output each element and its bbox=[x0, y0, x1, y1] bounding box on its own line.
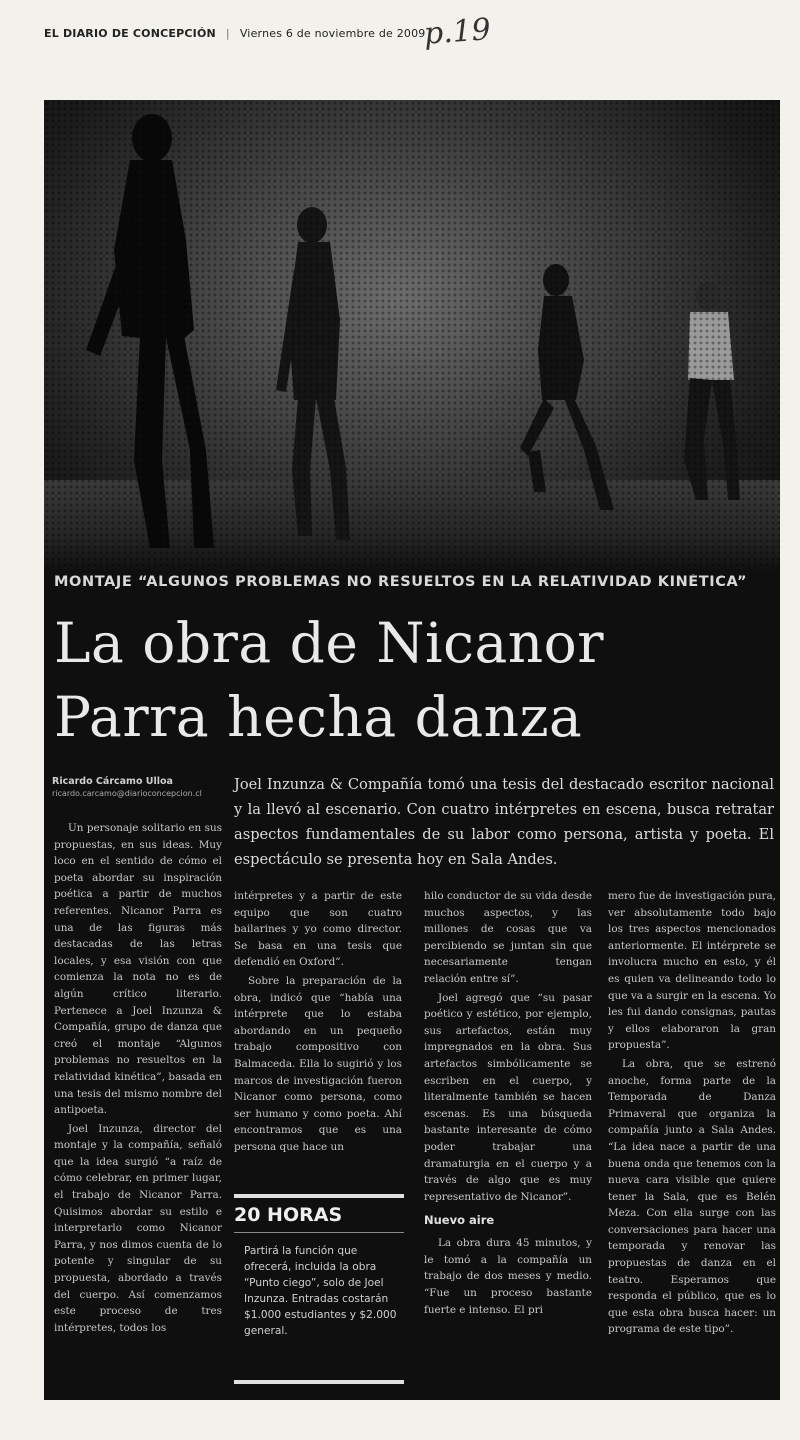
body-column-1 bbox=[54, 820, 222, 1380]
handwritten-page-note: p.19 bbox=[422, 12, 492, 52]
article-block bbox=[44, 100, 780, 1400]
article-lede: Joel Inzunza & Compañía tomó una tesis del destacado escritor nacional y la llevó al escenario. Con cuatro intérpretes en escena, busca retratar aspectos fundamentales de su labor como persona, artista y poeta. El espectáculo se presenta hoy en Sala Andes. bbox=[234, 776, 774, 868]
body-column-2 bbox=[234, 888, 402, 1188]
paragraph: hilo conductor de su vida desde muchos aspectos, y las millones de cosas que va percibiendo se juntan sin que necesariamente tengan relación entre sí”. bbox=[424, 890, 592, 985]
paragraph: La obra dura 45 minutos, y le tomó a la compañía un trabajo de dos meses y medio. “Fue un proceso bastante fuerte e intenso. El pri bbox=[424, 1237, 592, 1316]
masthead-separator: | bbox=[225, 26, 230, 40]
infobox-body: Partirá la función que ofrecerá, incluida la obra “Punto ciego”, solo de Joel Inzunza. Entradas costarán $1.000 estudiantes y $2.000 general. bbox=[244, 1245, 397, 1337]
infobox-title: 20 HORAS bbox=[234, 1198, 404, 1233]
paragraph: mero fue de investigación pura, ver absolutamente todo bajo los tres aspectos mencionados anteriormente. El intérprete se involucra mucho en esto, y él es quien va delineando todo lo que va a surgir en la escena. Yo les fui dando consignas, pautas y ellos elaboraron la gran propuesta”. bbox=[608, 890, 776, 1052]
paragraph: Joel Inzunza, director del montaje y la compañía, señaló que la idea surgió “a raíz de cómo celebrar, en primer lugar, el trabajo de Nicanor Parra. Quisimos abordar su estilo e interpretarlo como Nicanor Parra, y nos dimos cuenta de lo potente y singular de su propuesta, abordado a través del cuerpo. Así comenzamos este proceso de tres intérpretes, todos los bbox=[54, 1122, 222, 1334]
article-kicker: MONTAJE “ALGUNOS PROBLEMAS NO RESUELTOS EN LA RELATIVIDAD KINÉTICA” bbox=[54, 574, 748, 590]
masthead bbox=[44, 22, 464, 44]
byline-email: ricardo.carcamo@diarioconcepcion.cl bbox=[52, 789, 202, 798]
dance-photo bbox=[44, 100, 780, 570]
section-subhead: Nuevo aire bbox=[424, 1213, 495, 1227]
infobox-rule bbox=[234, 1380, 404, 1384]
body-column-4 bbox=[608, 888, 776, 1378]
paragraph: Un personaje solitario en sus propuestas, en sus ideas. Muy loco en el sentido de cómo el poeta abordar su inspiración poética a partir de muchos referentes. Nicanor Parra es una de las figuras más destacadas de las letras locales, y esa visión con que comienza la nota no es de algún crítico literario. Pertenece a Joel Inzunza & Compañía, grupo de danza que creó el montaje “Algunos problemas no resueltos en la relatividad kinética”, basada en una tesis del mismo nombre del antipoeta. bbox=[54, 822, 222, 1117]
headline-line-1: La obra de Nicanor bbox=[54, 611, 605, 675]
dancer-silhouette-2 bbox=[276, 207, 350, 540]
paragraph: La obra, que se estrenó anoche, forma parte de la Temporada de Danza Primaveral que organiza la compañía junto a Sala Andes. “La idea nace a partir de una buena onda que tenemos con la nueva cara visible que quiere tener la Sala, que es Belén Meza. Con ella surge con las conversaciones para hacer una temporada y renovar las propuestas de danza en el teatro. Esperamos que responda el público, que es lo que esta obra busca hacer: un programa de este tipo”. bbox=[608, 1057, 776, 1336]
headline-line-2: Parra hecha danza bbox=[54, 685, 583, 749]
article-headline bbox=[54, 606, 770, 766]
stage-floor bbox=[44, 480, 780, 570]
dancer-silhouette-1 bbox=[86, 114, 214, 548]
paragraph: Sobre la preparación de la obra, indicó que “había una intérprete que lo estaba abordando en un pequeño trabajo compositivo con Balmaceda. Ella lo sugirió y los marcos de investigación fueron Nicanor como persona, como ser humano y como poeta. Ahí encontramos que es una persona que hace un bbox=[234, 974, 402, 1153]
paragraph: Joel agregó que “su pasar poético y estético, por ejemplo, sus artefactos, están muy impregnados en la obra. Sus artefactos simbólicamente se escriben en el cuerpo, y literalmente también se hacen escenas. Es una búsqueda bastante interesante de cómo poder trabajar una dramaturgia en el cuerpo y a través de algo que es muy representativo de Nicanor”. bbox=[424, 991, 592, 1203]
byline bbox=[52, 776, 228, 806]
paragraph: intérpretes y a partir de este equipo que son cuatro bailarines y yo como director. Se basa en una tesis que defendió en Oxford”. bbox=[234, 890, 402, 969]
dancers-silhouettes bbox=[44, 100, 780, 570]
byline-author: Ricardo Cárcamo Ulloa bbox=[52, 776, 173, 787]
body-column-3 bbox=[424, 888, 592, 1378]
issue-date: Viernes 6 de noviembre de 2009 bbox=[239, 26, 426, 40]
dancer-silhouette-3 bbox=[520, 264, 614, 510]
schedule-infobox bbox=[234, 1194, 404, 1384]
newspaper-name: EL DIARIO DE CONCEPCIÓN bbox=[44, 26, 216, 40]
dancer-silhouette-4 bbox=[684, 282, 740, 500]
